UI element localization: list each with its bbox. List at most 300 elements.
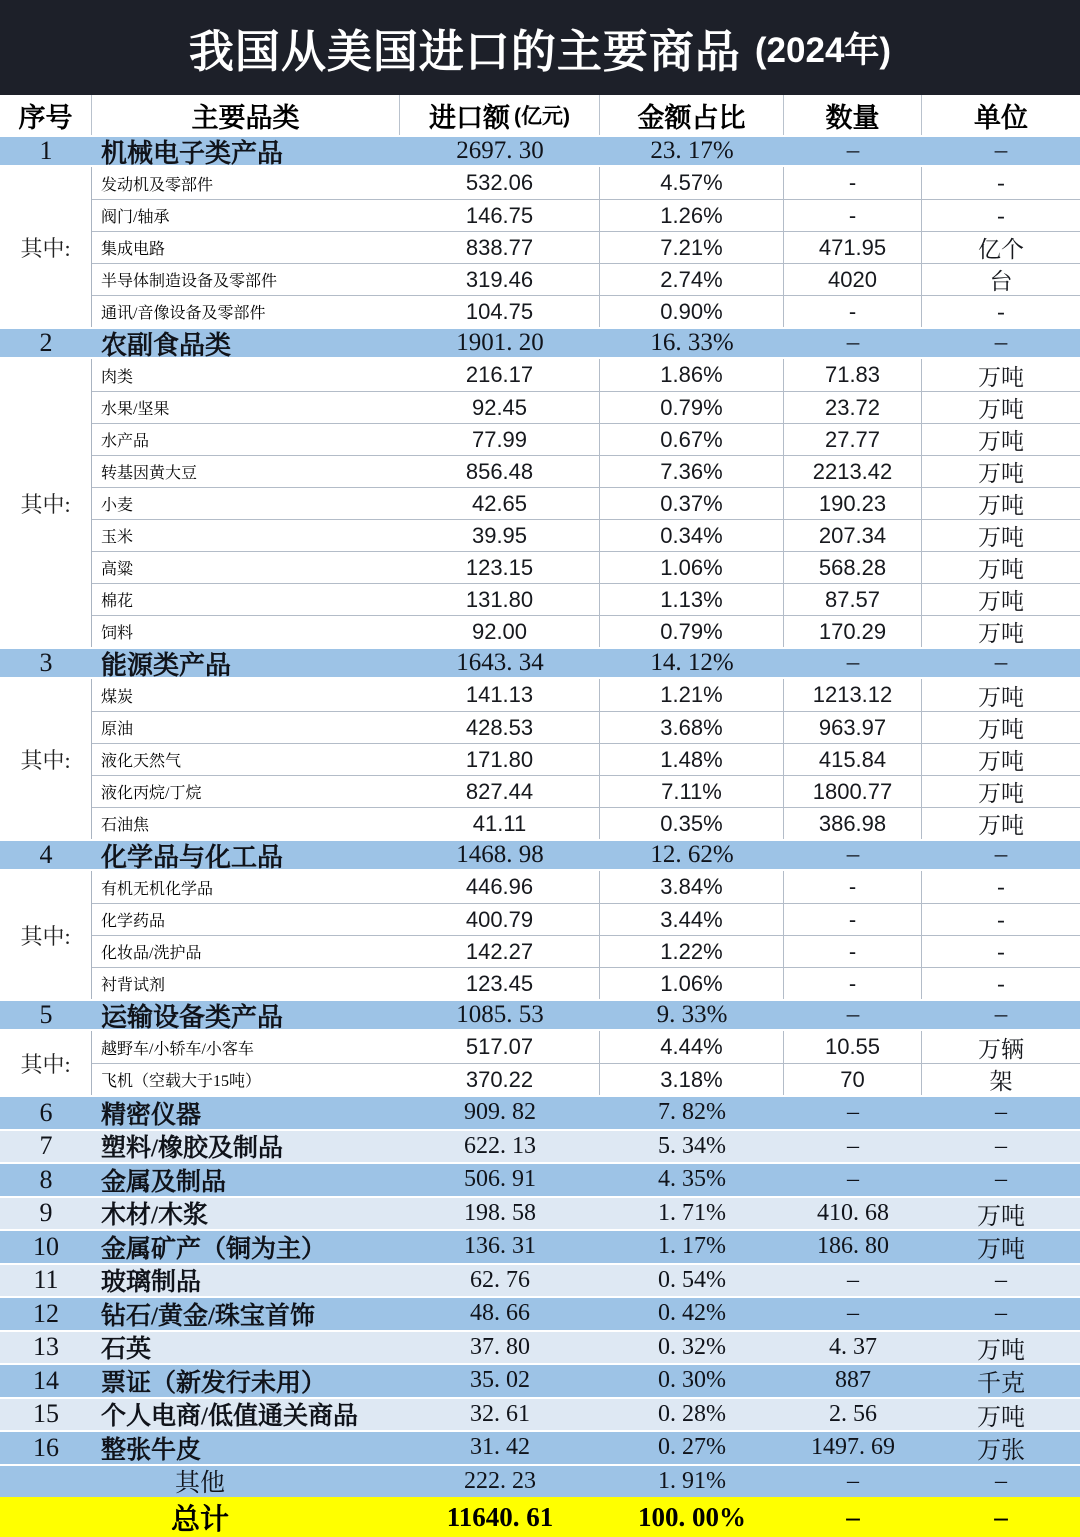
- qizhong-label: 其中:: [0, 679, 92, 839]
- sub-row: [92, 807, 1080, 839]
- row-amount: 909. 82: [464, 1099, 536, 1126]
- row-unit: –: [994, 329, 1008, 356]
- row-qty: 471.95: [784, 232, 922, 263]
- qizhong-label: 其中:: [0, 167, 92, 327]
- row-amount: 1468. 98: [456, 841, 544, 868]
- sub-row: [92, 679, 1080, 711]
- row-name: 水果/坚果: [101, 401, 170, 418]
- row-pct: 4.57%: [600, 167, 784, 199]
- row-name: 石油焦: [101, 817, 150, 834]
- row-name: 半导体制造设备及零部件: [101, 273, 278, 290]
- total-amount: 11640. 61: [446, 1501, 554, 1532]
- row-pct: 1. 91%: [658, 1467, 726, 1494]
- section-body: [0, 167, 1080, 327]
- row-amount: 123.15: [400, 552, 600, 583]
- row-pct: 7.36%: [600, 456, 784, 487]
- row-no: 13: [33, 1332, 59, 1362]
- sub-row: [92, 711, 1080, 743]
- row-pct: 23. 17%: [650, 137, 734, 164]
- sub-row: [92, 359, 1080, 391]
- row-unit: 万吨: [977, 1203, 1025, 1229]
- row-amount: 37. 80: [470, 1333, 530, 1360]
- row-unit: 万吨: [978, 461, 1024, 486]
- row-pct: 7.11%: [600, 776, 784, 807]
- row-qty: -: [784, 167, 922, 199]
- col-header-no: 序号: [0, 95, 92, 135]
- row-pct: 4.44%: [600, 1031, 784, 1063]
- row-amount: 827.44: [400, 776, 600, 807]
- row-unit: –: [995, 1266, 1007, 1293]
- row-unit: -: [997, 298, 1005, 324]
- row-unit: 万吨: [978, 684, 1024, 710]
- row-pct: 7.21%: [600, 232, 784, 263]
- sub-row: [92, 1031, 1080, 1063]
- other-row: [0, 1464, 1080, 1498]
- section-header-row: [0, 999, 1080, 1031]
- row-no: 7: [39, 1131, 53, 1161]
- row-no: 15: [33, 1399, 59, 1429]
- row-amount: 198. 58: [464, 1199, 536, 1226]
- row-name: 发动机及零部件: [101, 176, 214, 194]
- row-amount: 1901. 20: [456, 329, 544, 356]
- row-amount: 41.11: [400, 808, 600, 839]
- row-name: 棉花: [101, 593, 134, 610]
- column-header-row: [0, 95, 1080, 135]
- sub-row: [92, 263, 1080, 295]
- row-amount: 506. 91: [464, 1166, 536, 1193]
- row-unit: 架: [989, 1069, 1013, 1094]
- sub-row: [92, 935, 1080, 967]
- section-header-row: [0, 327, 1080, 359]
- row-pct: 1.06%: [600, 968, 784, 999]
- row-name: 塑料/橡胶及制品: [101, 1135, 283, 1162]
- item-row: [0, 1296, 1080, 1330]
- row-no: 6: [39, 1097, 53, 1127]
- row-amount: 446.96: [400, 871, 600, 903]
- row-qty: 386.98: [784, 808, 922, 839]
- row-no: 1: [39, 137, 53, 165]
- row-unit: 万吨: [978, 397, 1024, 422]
- row-name: 石英: [101, 1336, 152, 1363]
- row-amount: 319.46: [400, 264, 600, 295]
- row-name: 精密仪器: [101, 1101, 202, 1129]
- section-body: [0, 1031, 1080, 1095]
- row-amount: 622. 13: [464, 1132, 536, 1159]
- row-unit: 万吨: [978, 589, 1024, 614]
- row-qty: 23.72: [784, 392, 922, 423]
- row-pct: 0.79%: [600, 392, 784, 423]
- row-unit: 万吨: [978, 621, 1024, 646]
- sub-row: [92, 423, 1080, 455]
- page-title-text: 我国从美国进口的主要商品: [188, 26, 741, 77]
- row-qty: 190.23: [784, 488, 922, 519]
- row-amount: 400.79: [400, 904, 600, 935]
- item-row: [0, 1162, 1080, 1196]
- row-qty: 1800.77: [784, 776, 922, 807]
- row-unit: -: [997, 970, 1005, 996]
- row-pct: 1.13%: [600, 584, 784, 615]
- row-name: 化学品与化工品: [101, 842, 284, 869]
- row-qty: -: [784, 200, 922, 231]
- row-name: 液化天然气: [101, 753, 182, 770]
- sub-row: [92, 903, 1080, 935]
- row-amount: 428.53: [400, 712, 600, 743]
- row-pct: 0. 30%: [658, 1367, 726, 1394]
- row-pct: 1.86%: [600, 359, 784, 391]
- row-amount: 838.77: [400, 232, 600, 263]
- section-body: [0, 871, 1080, 999]
- row-amount: 171.80: [400, 744, 600, 775]
- col-header-amount: [400, 95, 600, 135]
- import-table: [0, 135, 1080, 1537]
- row-amount: 123.45: [400, 968, 600, 999]
- item-row: [0, 1196, 1080, 1230]
- row-name: 集成电路: [101, 241, 166, 258]
- row-qty: -: [784, 968, 922, 999]
- page-title: [0, 0, 1080, 95]
- row-pct: 1.21%: [600, 679, 784, 711]
- sub-row: [92, 295, 1080, 327]
- row-amount: 222. 23: [464, 1467, 536, 1494]
- sub-row: [92, 519, 1080, 551]
- row-amount: 1085. 53: [456, 1001, 544, 1028]
- row-qty: –: [847, 1132, 859, 1159]
- row-name: 钻石/黄金/珠宝首饰: [101, 1302, 315, 1330]
- row-qty: 410. 68: [817, 1199, 889, 1226]
- row-pct: 12. 62%: [650, 841, 734, 868]
- row-pct: 3.68%: [600, 712, 784, 743]
- row-name: 木材/木浆: [101, 1202, 208, 1229]
- row-pct: 7. 82%: [658, 1099, 726, 1126]
- row-qty: 415.84: [784, 744, 922, 775]
- row-qty: -: [784, 936, 922, 967]
- row-unit: 万吨: [978, 813, 1024, 838]
- item-row: [0, 1263, 1080, 1297]
- total-qty: –: [846, 1501, 860, 1532]
- row-name: 其他: [174, 1470, 225, 1497]
- row-name: 运输设备类产品: [101, 1002, 284, 1029]
- row-unit: 万吨: [977, 1337, 1025, 1363]
- row-qty: 4. 37: [829, 1333, 877, 1360]
- row-qty: 1213.12: [784, 679, 922, 711]
- row-pct: 2.74%: [600, 264, 784, 295]
- row-amount: 517.07: [400, 1031, 600, 1063]
- row-amount: 92.45: [400, 392, 600, 423]
- row-qty: -: [784, 904, 922, 935]
- section-sub-rows: [92, 1031, 1080, 1095]
- row-name: 阀门/轴承: [101, 209, 170, 226]
- row-pct: 1.26%: [600, 200, 784, 231]
- row-pct: 3.84%: [600, 871, 784, 903]
- row-name: 通讯/音像设备及零部件: [101, 305, 266, 322]
- sub-row: [92, 583, 1080, 615]
- sub-row: [92, 167, 1080, 199]
- row-unit: –: [994, 1001, 1008, 1028]
- row-pct: 1.22%: [600, 936, 784, 967]
- row-pct: 1.06%: [600, 552, 784, 583]
- row-unit: –: [995, 1132, 1007, 1159]
- sub-row: [92, 743, 1080, 775]
- row-name: 衬背试剂: [101, 977, 166, 994]
- row-amount: 856.48: [400, 456, 600, 487]
- total-unit: –: [994, 1501, 1008, 1532]
- row-amount: 31. 42: [470, 1434, 530, 1461]
- row-name: 化妆品/洗护品: [101, 945, 202, 962]
- row-amount: 62. 76: [470, 1266, 530, 1293]
- sub-row: [92, 967, 1080, 999]
- row-unit: –: [994, 137, 1008, 164]
- row-name: 票证（新发行未用）: [101, 1369, 327, 1397]
- total-label: 总计: [170, 1503, 229, 1536]
- col-header-category: 主要品类: [92, 95, 400, 135]
- row-pct: 3.18%: [600, 1064, 784, 1095]
- row-no: 11: [33, 1265, 59, 1295]
- col-header-share: 金额占比: [600, 95, 784, 135]
- row-qty: 1497. 69: [811, 1434, 895, 1461]
- row-qty: –: [846, 329, 860, 356]
- row-pct: 1. 71%: [658, 1199, 726, 1226]
- row-amount: 32. 61: [470, 1400, 530, 1427]
- row-name: 化学药品: [101, 913, 166, 930]
- section-sub-rows: [92, 167, 1080, 327]
- col-header-unit: 单位: [974, 102, 1028, 133]
- row-name: 有机无机化学品: [101, 880, 214, 898]
- row-pct: 14. 12%: [650, 649, 734, 676]
- row-pct: 16. 33%: [650, 329, 734, 356]
- row-pct: 0. 42%: [658, 1300, 726, 1327]
- row-unit: -: [997, 874, 1005, 899]
- row-name: 飞机（空载大于15吨）: [101, 1073, 262, 1090]
- row-qty: 186. 80: [817, 1233, 889, 1260]
- row-no: 12: [33, 1298, 59, 1328]
- sub-row: [92, 615, 1080, 647]
- col-header-qty: 数量: [784, 95, 922, 135]
- row-pct: 0. 32%: [658, 1333, 726, 1360]
- row-name: 个人电商/低值通关商品: [101, 1403, 358, 1430]
- section-sub-rows: [92, 359, 1080, 647]
- row-qty: 2213.42: [784, 456, 922, 487]
- row-amount: 104.75: [400, 296, 600, 327]
- row-no: 2: [39, 329, 53, 357]
- sub-row: [92, 455, 1080, 487]
- row-qty: 4020: [784, 264, 922, 295]
- row-name: 饲料: [101, 625, 134, 642]
- row-qty: –: [847, 1300, 859, 1327]
- row-name: 原油: [101, 721, 134, 738]
- row-name: 肉类: [101, 368, 134, 386]
- section-sub-rows: [92, 679, 1080, 839]
- row-amount: 141.13: [400, 679, 600, 711]
- row-no: 9: [39, 1198, 53, 1228]
- row-amount: 42.65: [400, 488, 600, 519]
- item-row: [0, 1095, 1080, 1129]
- row-pct: 4. 35%: [658, 1166, 726, 1193]
- row-qty: –: [846, 841, 860, 868]
- row-unit: –: [995, 1300, 1007, 1327]
- row-pct: 0.79%: [600, 616, 784, 647]
- row-qty: 10.55: [784, 1031, 922, 1063]
- total-pct: 100. 00%: [638, 1501, 746, 1532]
- item-row: [0, 1330, 1080, 1364]
- row-pct: 0. 28%: [658, 1400, 726, 1427]
- item-row: [0, 1129, 1080, 1163]
- col-header-amount-text: 进口额: [429, 102, 510, 133]
- sub-row: [92, 199, 1080, 231]
- row-unit: 万张: [977, 1438, 1025, 1464]
- row-pct: 3.44%: [600, 904, 784, 935]
- row-amount: 48. 66: [470, 1300, 530, 1327]
- row-amount: 146.75: [400, 200, 600, 231]
- qizhong-label: 其中:: [0, 1031, 92, 1095]
- row-unit: -: [997, 202, 1005, 228]
- row-qty: 887: [835, 1367, 871, 1394]
- row-pct: 0.67%: [600, 424, 784, 455]
- row-unit: 台: [989, 269, 1013, 294]
- row-qty: –: [846, 1001, 860, 1028]
- row-qty: 568.28: [784, 552, 922, 583]
- row-unit: -: [997, 938, 1005, 964]
- row-name: 金属及制品: [101, 1168, 227, 1196]
- item-row: [0, 1229, 1080, 1263]
- sub-row: [92, 231, 1080, 263]
- row-unit: -: [997, 906, 1005, 932]
- row-name: 能源类产品: [101, 650, 232, 677]
- row-no: 14: [33, 1365, 59, 1395]
- row-qty: 70: [784, 1064, 922, 1095]
- row-unit: 万吨: [977, 1237, 1025, 1263]
- row-pct: 1. 17%: [658, 1233, 726, 1260]
- row-name: 农副食品类: [101, 330, 232, 357]
- sub-row: [92, 551, 1080, 583]
- row-amount: 35. 02: [470, 1367, 530, 1394]
- row-unit: –: [995, 1099, 1007, 1126]
- row-no: 4: [39, 841, 53, 869]
- row-pct: 0.34%: [600, 520, 784, 551]
- row-name: 玉米: [101, 529, 134, 546]
- row-unit: 亿个: [978, 237, 1024, 262]
- row-no: 5: [39, 1001, 53, 1029]
- section-header-row: [0, 839, 1080, 871]
- item-row: [0, 1397, 1080, 1431]
- row-name: 煤炭: [101, 688, 134, 706]
- row-unit: 万吨: [978, 525, 1024, 550]
- row-amount: 216.17: [400, 359, 600, 391]
- row-qty: 71.83: [784, 359, 922, 391]
- item-row: [0, 1363, 1080, 1397]
- row-qty: 2. 56: [829, 1400, 877, 1427]
- row-qty: –: [846, 137, 860, 164]
- row-unit: –: [995, 1166, 1007, 1193]
- row-name: 水产品: [101, 433, 150, 450]
- row-name: 越野车/小轿车/小客车: [101, 1040, 254, 1058]
- row-unit: 万吨: [978, 557, 1024, 582]
- qizhong-label: 其中:: [0, 359, 92, 647]
- row-pct: 0.90%: [600, 296, 784, 327]
- row-no: 10: [33, 1231, 59, 1261]
- sub-row: [92, 391, 1080, 423]
- row-pct: 5. 34%: [658, 1132, 726, 1159]
- row-amount: 142.27: [400, 936, 600, 967]
- row-qty: 207.34: [784, 520, 922, 551]
- row-pct: 9. 33%: [656, 1001, 728, 1028]
- row-unit: 万吨: [978, 781, 1024, 806]
- row-qty: 27.77: [784, 424, 922, 455]
- total-row: [0, 1497, 1080, 1537]
- row-qty: -: [784, 871, 922, 903]
- row-qty: -: [784, 296, 922, 327]
- row-name: 转基因黄大豆: [101, 465, 198, 482]
- row-unit: –: [995, 1467, 1007, 1494]
- row-qty: 963.97: [784, 712, 922, 743]
- sub-row: [92, 775, 1080, 807]
- row-pct: 0.35%: [600, 808, 784, 839]
- section-body: [0, 679, 1080, 839]
- row-qty: 87.57: [784, 584, 922, 615]
- row-unit: 万吨: [978, 717, 1024, 742]
- section-header-row: [0, 135, 1080, 167]
- row-amount: 136. 31: [464, 1233, 536, 1260]
- row-unit: 万吨: [978, 493, 1024, 518]
- row-name: 机械电子类产品: [101, 138, 284, 165]
- row-amount: 92.00: [400, 616, 600, 647]
- row-pct: 1.48%: [600, 744, 784, 775]
- row-amount: 39.95: [400, 520, 600, 551]
- row-name: 金属矿产（铜为主）: [101, 1235, 327, 1263]
- section-sub-rows: [92, 871, 1080, 999]
- section-body: [0, 359, 1080, 647]
- row-no: 16: [33, 1432, 59, 1462]
- row-unit: 万吨: [978, 749, 1024, 774]
- row-unit: 万辆: [978, 1036, 1024, 1062]
- row-unit: 万吨: [978, 429, 1024, 454]
- row-unit: -: [997, 170, 1005, 195]
- section-header-row: [0, 647, 1080, 679]
- row-qty: –: [847, 1166, 859, 1193]
- page-title-year: (2024年): [754, 30, 892, 70]
- row-no: 3: [39, 649, 53, 677]
- row-no: 8: [39, 1164, 53, 1194]
- row-name: 高粱: [101, 561, 134, 578]
- row-unit: –: [994, 649, 1008, 676]
- row-pct: 0.37%: [600, 488, 784, 519]
- row-amount: 2697. 30: [456, 137, 544, 164]
- row-qty: –: [847, 1099, 859, 1126]
- row-name: 液化丙烷/丁烷: [101, 785, 202, 802]
- row-amount: 532.06: [400, 167, 600, 199]
- row-qty: –: [847, 1467, 859, 1494]
- row-amount: 370.22: [400, 1064, 600, 1095]
- sub-row: [92, 871, 1080, 903]
- col-header-amount-unit: (亿元): [514, 105, 570, 128]
- row-amount: 77.99: [400, 424, 600, 455]
- row-name: 小麦: [101, 497, 134, 514]
- row-unit: 万吨: [977, 1404, 1025, 1430]
- item-row: [0, 1430, 1080, 1464]
- row-amount: 131.80: [400, 584, 600, 615]
- row-pct: 0. 54%: [658, 1266, 726, 1293]
- row-unit: 千克: [977, 1371, 1025, 1397]
- row-pct: 0. 27%: [658, 1434, 726, 1461]
- row-qty: 170.29: [784, 616, 922, 647]
- row-qty: –: [846, 649, 860, 676]
- sub-row: [92, 1063, 1080, 1095]
- row-unit: –: [994, 841, 1008, 868]
- row-unit: 万吨: [978, 364, 1024, 390]
- row-qty: –: [847, 1266, 859, 1293]
- row-amount: 1643. 34: [456, 649, 544, 676]
- row-name: 整张牛皮: [101, 1436, 202, 1464]
- qizhong-label: 其中:: [0, 871, 92, 999]
